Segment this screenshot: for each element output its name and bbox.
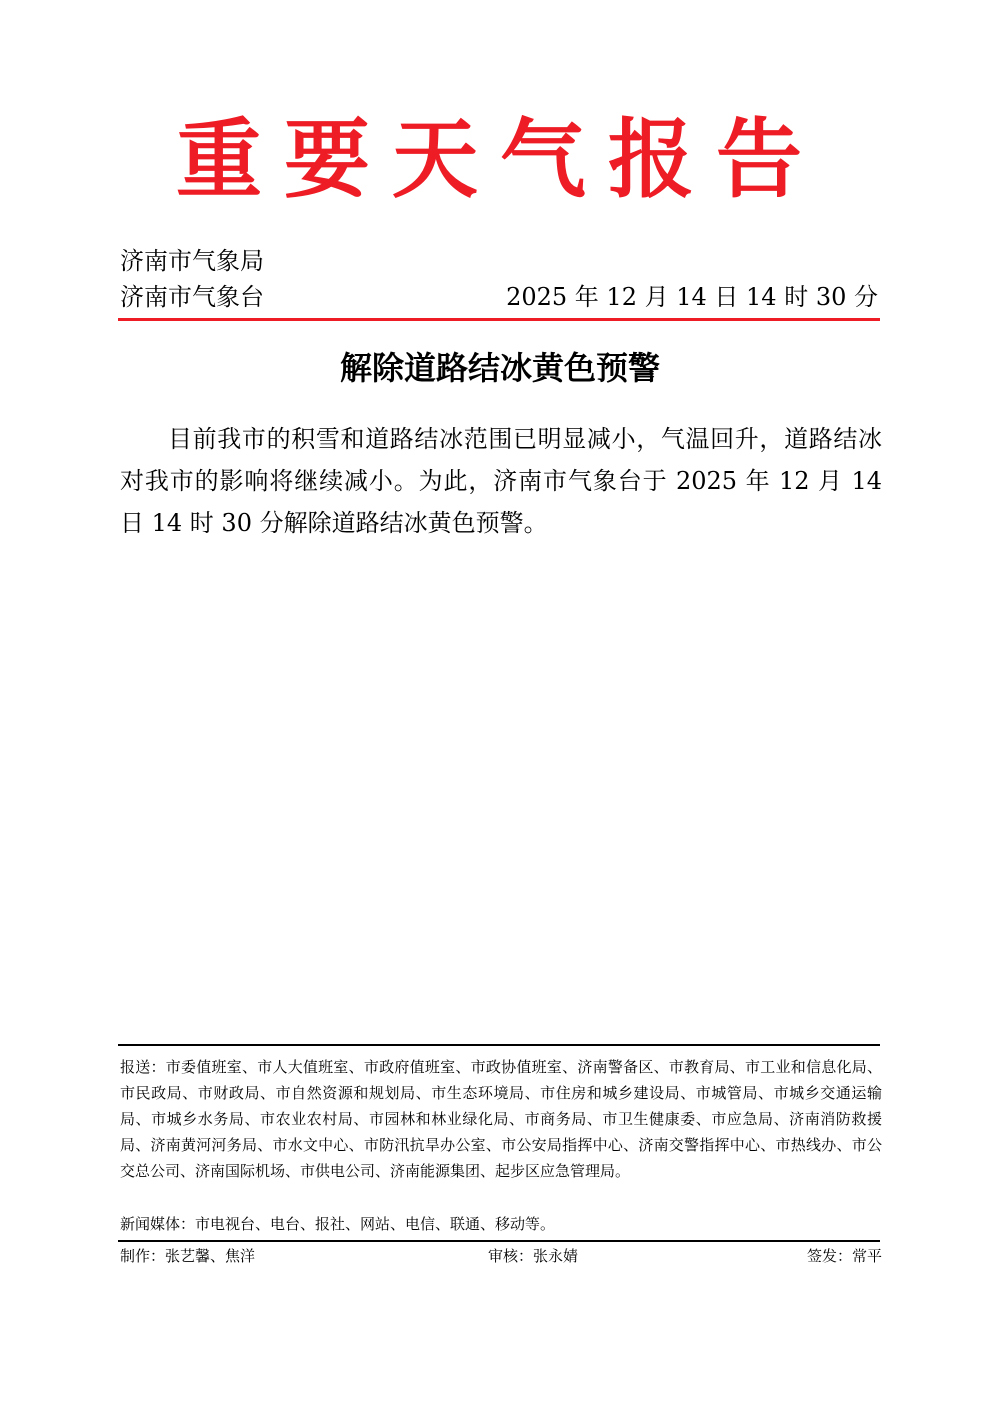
reviewed-by: 审核：张永婧 (488, 1247, 579, 1265)
red-divider (118, 318, 880, 321)
issue-time: 2025 年 12 月 14 日 14 时 30 分 (506, 283, 878, 311)
prepared-by: 制作：张艺馨、焦洋 (120, 1247, 256, 1265)
notice-title: 解除道路结冰黄色预警 (339, 349, 660, 387)
news-media-list: 新闻媒体：市电视台、电台、报社、网站、电信、联通、移动等。 (120, 1215, 556, 1233)
issuer-observatory: 济南市气象台 (120, 283, 264, 311)
footer-divider-top (118, 1044, 880, 1046)
notice-body: 目前我市的积雪和道路结冰范围已明显减小，气温回升，道路结冰对我市的影响将继续减小。为此，济南市气象台于 2025 年 12 月 14 日 14 时 30 分解除道路结冰黄色预警。 (120, 425, 882, 537)
issuer-bureau: 济南市气象局 (120, 247, 264, 275)
distribution-list: 报送：市委值班室、市人大值班室、市政府值班室、市政协值班室、济南警备区、市教育局、市工业和信息化局、市民政局、市财政局、市自然资源和规划局、市生态环境局、市住房和城乡建设局、市城管局、市城乡交通运输局、市城乡水务局、市农业农村局、市园林和林业绿化局、市商务局、市卫生健康委、市应急局、济南消防救援局、济南黄河河务局、市水文中心、市防汛抗旱办公室、市公安局指挥中心、济南交警指挥中心、市热线办、市公交总公司、济南国际机场、市供电公司、济南能源集团、起步区应急管理局。 (120, 1058, 882, 1180)
masthead-title: 重要天气报告 (176, 109, 824, 210)
footer-divider-bottom (118, 1240, 880, 1242)
approved-by: 签发：常平 (806, 1247, 882, 1265)
